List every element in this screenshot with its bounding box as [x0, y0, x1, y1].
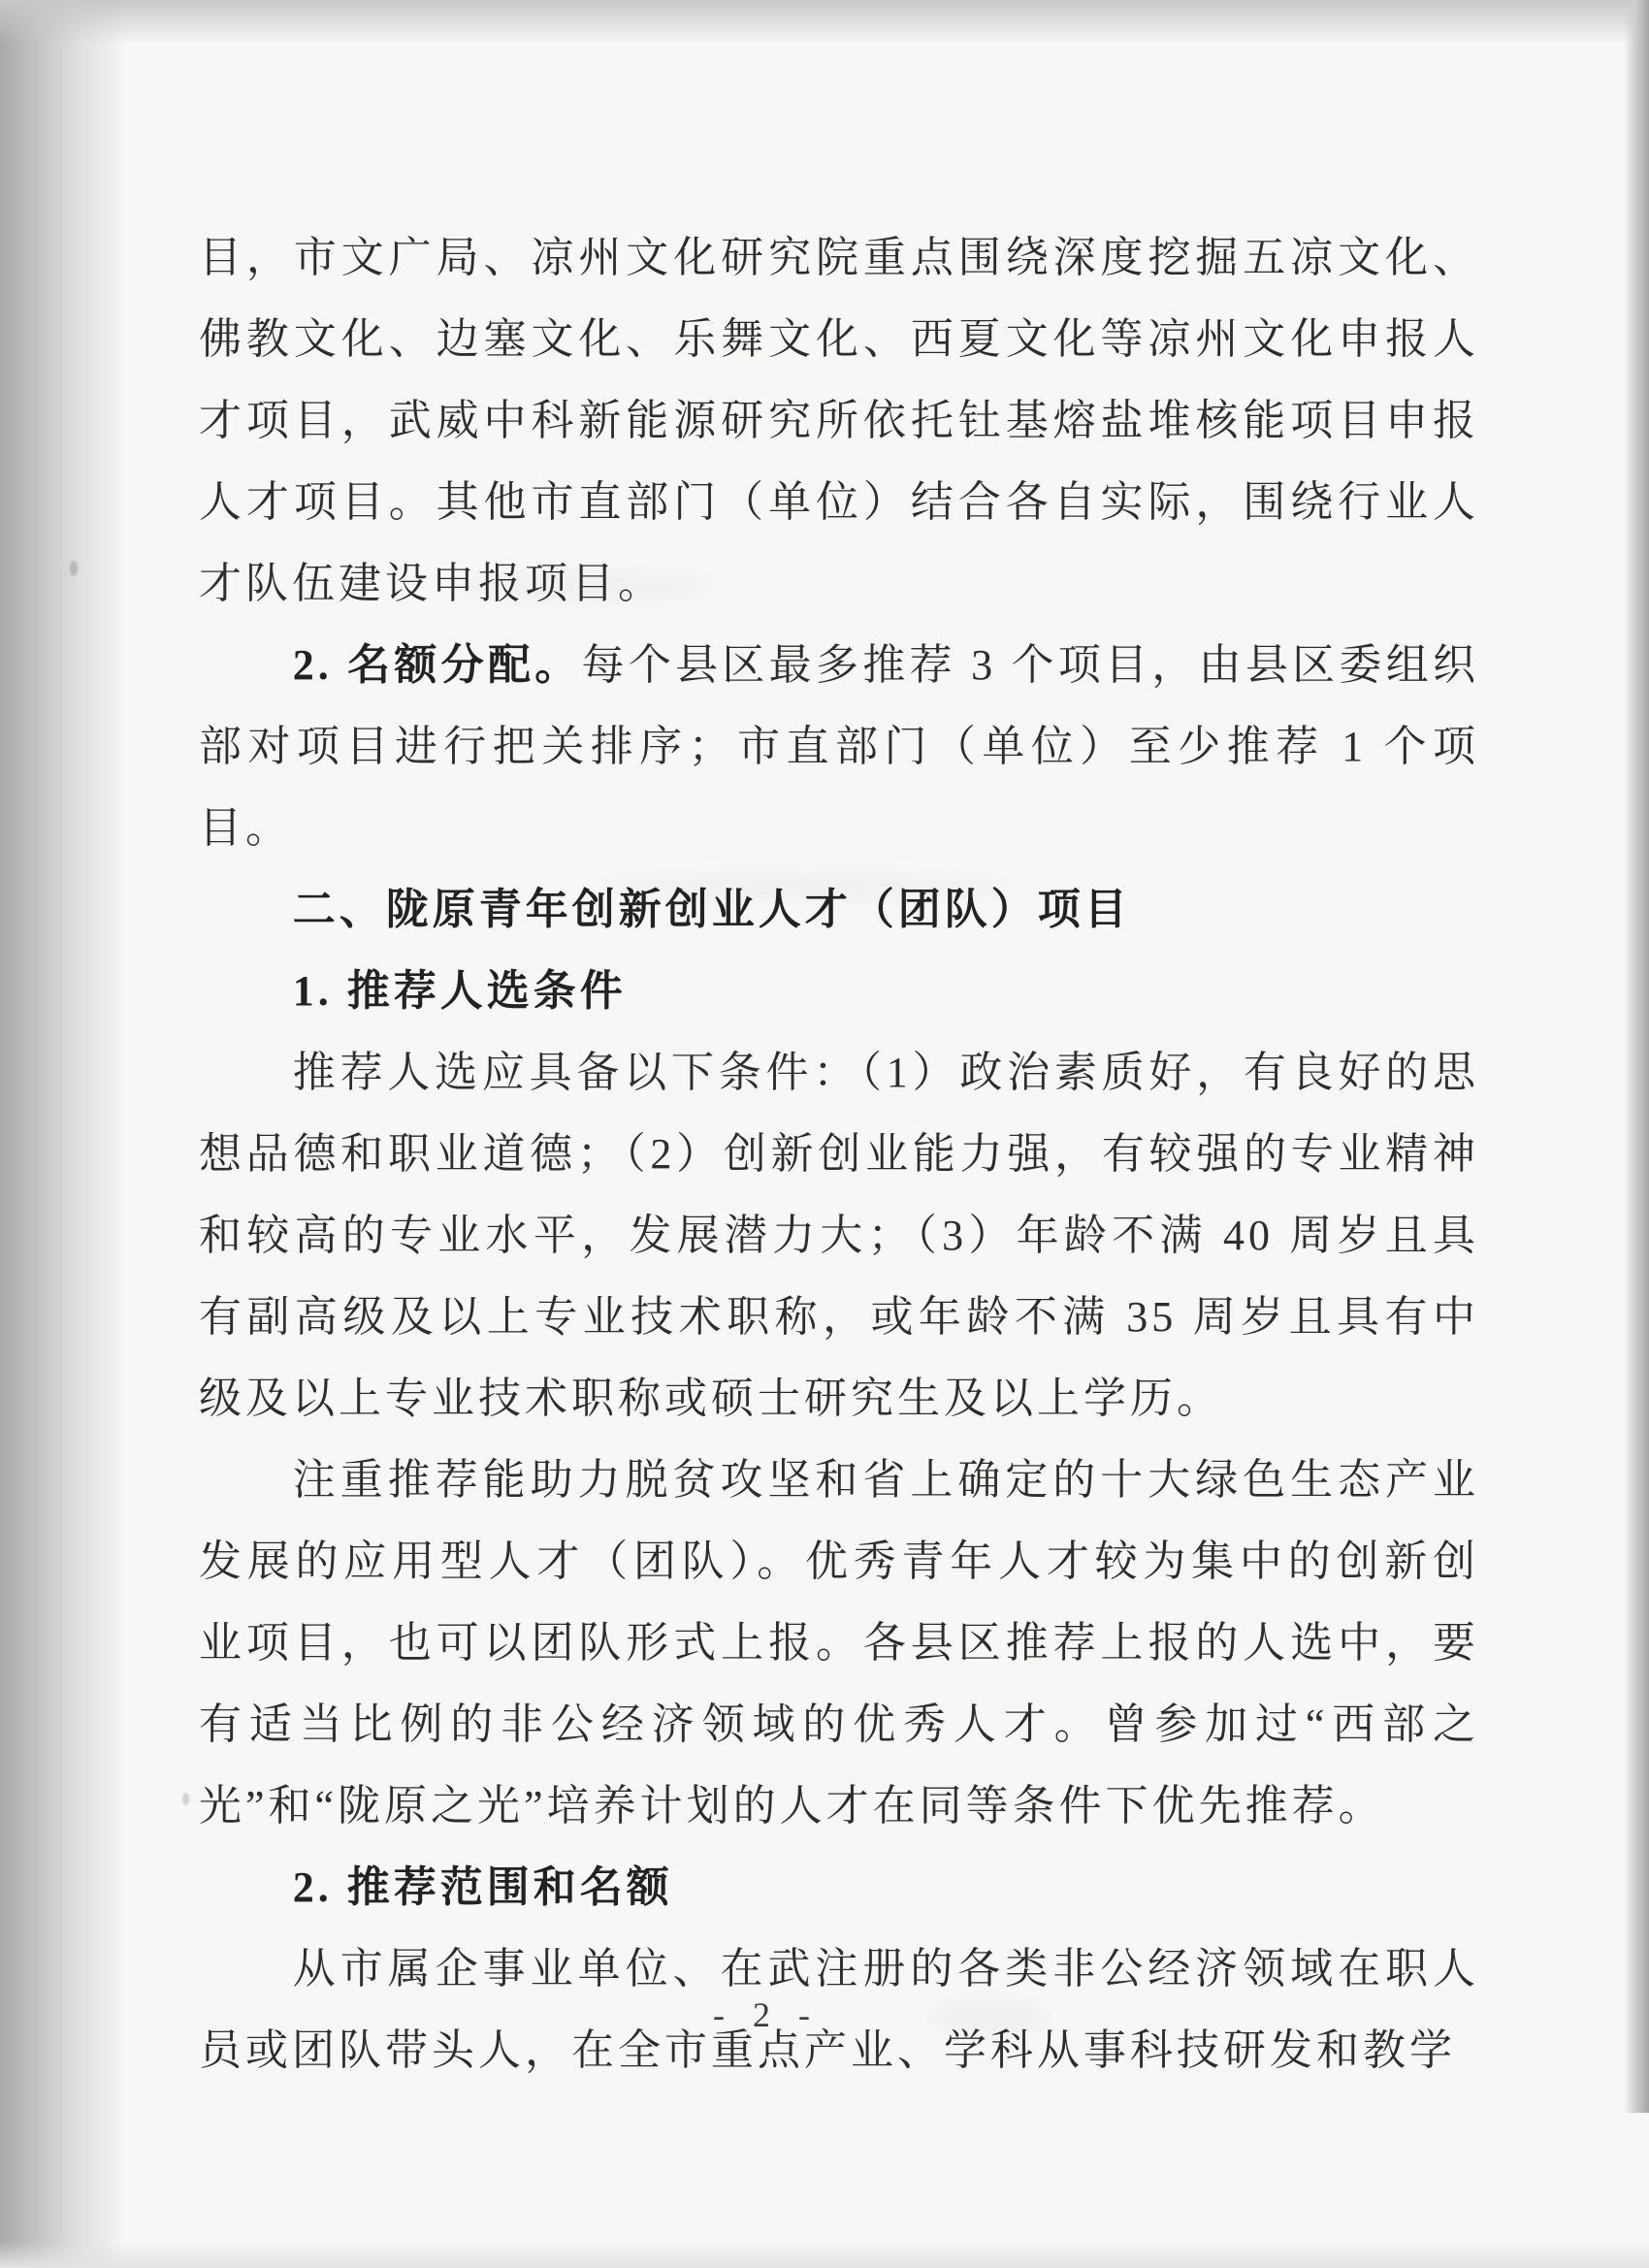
- scan-artifact: [182, 1793, 189, 1805]
- paragraph-recommendation-focus: 注重推荐能助力脱贫攻坚和省上确定的十大绿色生态产业发展的应用型人才（团队）。优秀青年人才较为集中的创新创业项目，也可以团队形式上报。各县区推荐上报的人选中，要有适当比例的非公经济领域的优秀人才。曾参加过“西部之光”和“陇原之光”培养计划的人才在同等条件下优先推荐。: [199, 1456, 1479, 1830]
- paragraph-text: 每个县区最多推荐 3 个项目，由县区委组织部对项目进行把关排序；市直部门（单位）至少推荐 1 个项目。: [199, 641, 1480, 852]
- sub-heading-candidate-conditions: 1. 推荐人选条件: [292, 967, 627, 1015]
- paragraph-continuation: 目，市文广局、凉州文化研究院重点围绕深度挖掘五凉文化、佛教文化、边塞文化、乐舞文化、西夏文化等凉州文化申报人才项目，武威中科新能源研究所依托钍基熔盐堆核能项目申报人才项目。其他市直部门（单位）结合各自实际，围绕行业人才队伍建设申报项目。: [199, 234, 1479, 607]
- paragraph-scope: 从市属企事业单位、在武注册的各类非公经济领域在职人员或团队带头人，在全市重点产业、学科从事科技研发和教学: [199, 1945, 1479, 2074]
- document-body: [199, 217, 1479, 2091]
- scan-shadow-bottom: [0, 2241, 1649, 2268]
- scan-artifact: [70, 561, 78, 576]
- sub-heading-scope-and-quota: 2. 推荐范围和名额: [292, 1863, 673, 1911]
- section-heading-longyuan-youth: 二、陇原青年创新创业人才（团队）项目: [292, 886, 1131, 933]
- scan-shadow-top: [0, 0, 1649, 45]
- scan-shadow-left: [0, 0, 126, 2268]
- paragraph-quota-allocation: [199, 625, 1479, 869]
- paragraph-bold-lead: 2. 名额分配。: [292, 641, 582, 689]
- page-number: - 2 -: [713, 1995, 820, 2034]
- paragraph-conditions: 推荐人选应具备以下条件：（1）政治素质好，有良好的思想品德和职业道德；（2）创新创业能力强，有较强的专业精神和较高的专业水平，发展潜力大；（3）年龄不满 40 周岁且具有副高级及以上专业技术职称，或年龄不满 35 周岁且具有中级及以上专业技术职称或硕士研究生及以上学历。: [199, 1049, 1479, 1422]
- scan-shadow-right: [1624, 0, 1649, 2113]
